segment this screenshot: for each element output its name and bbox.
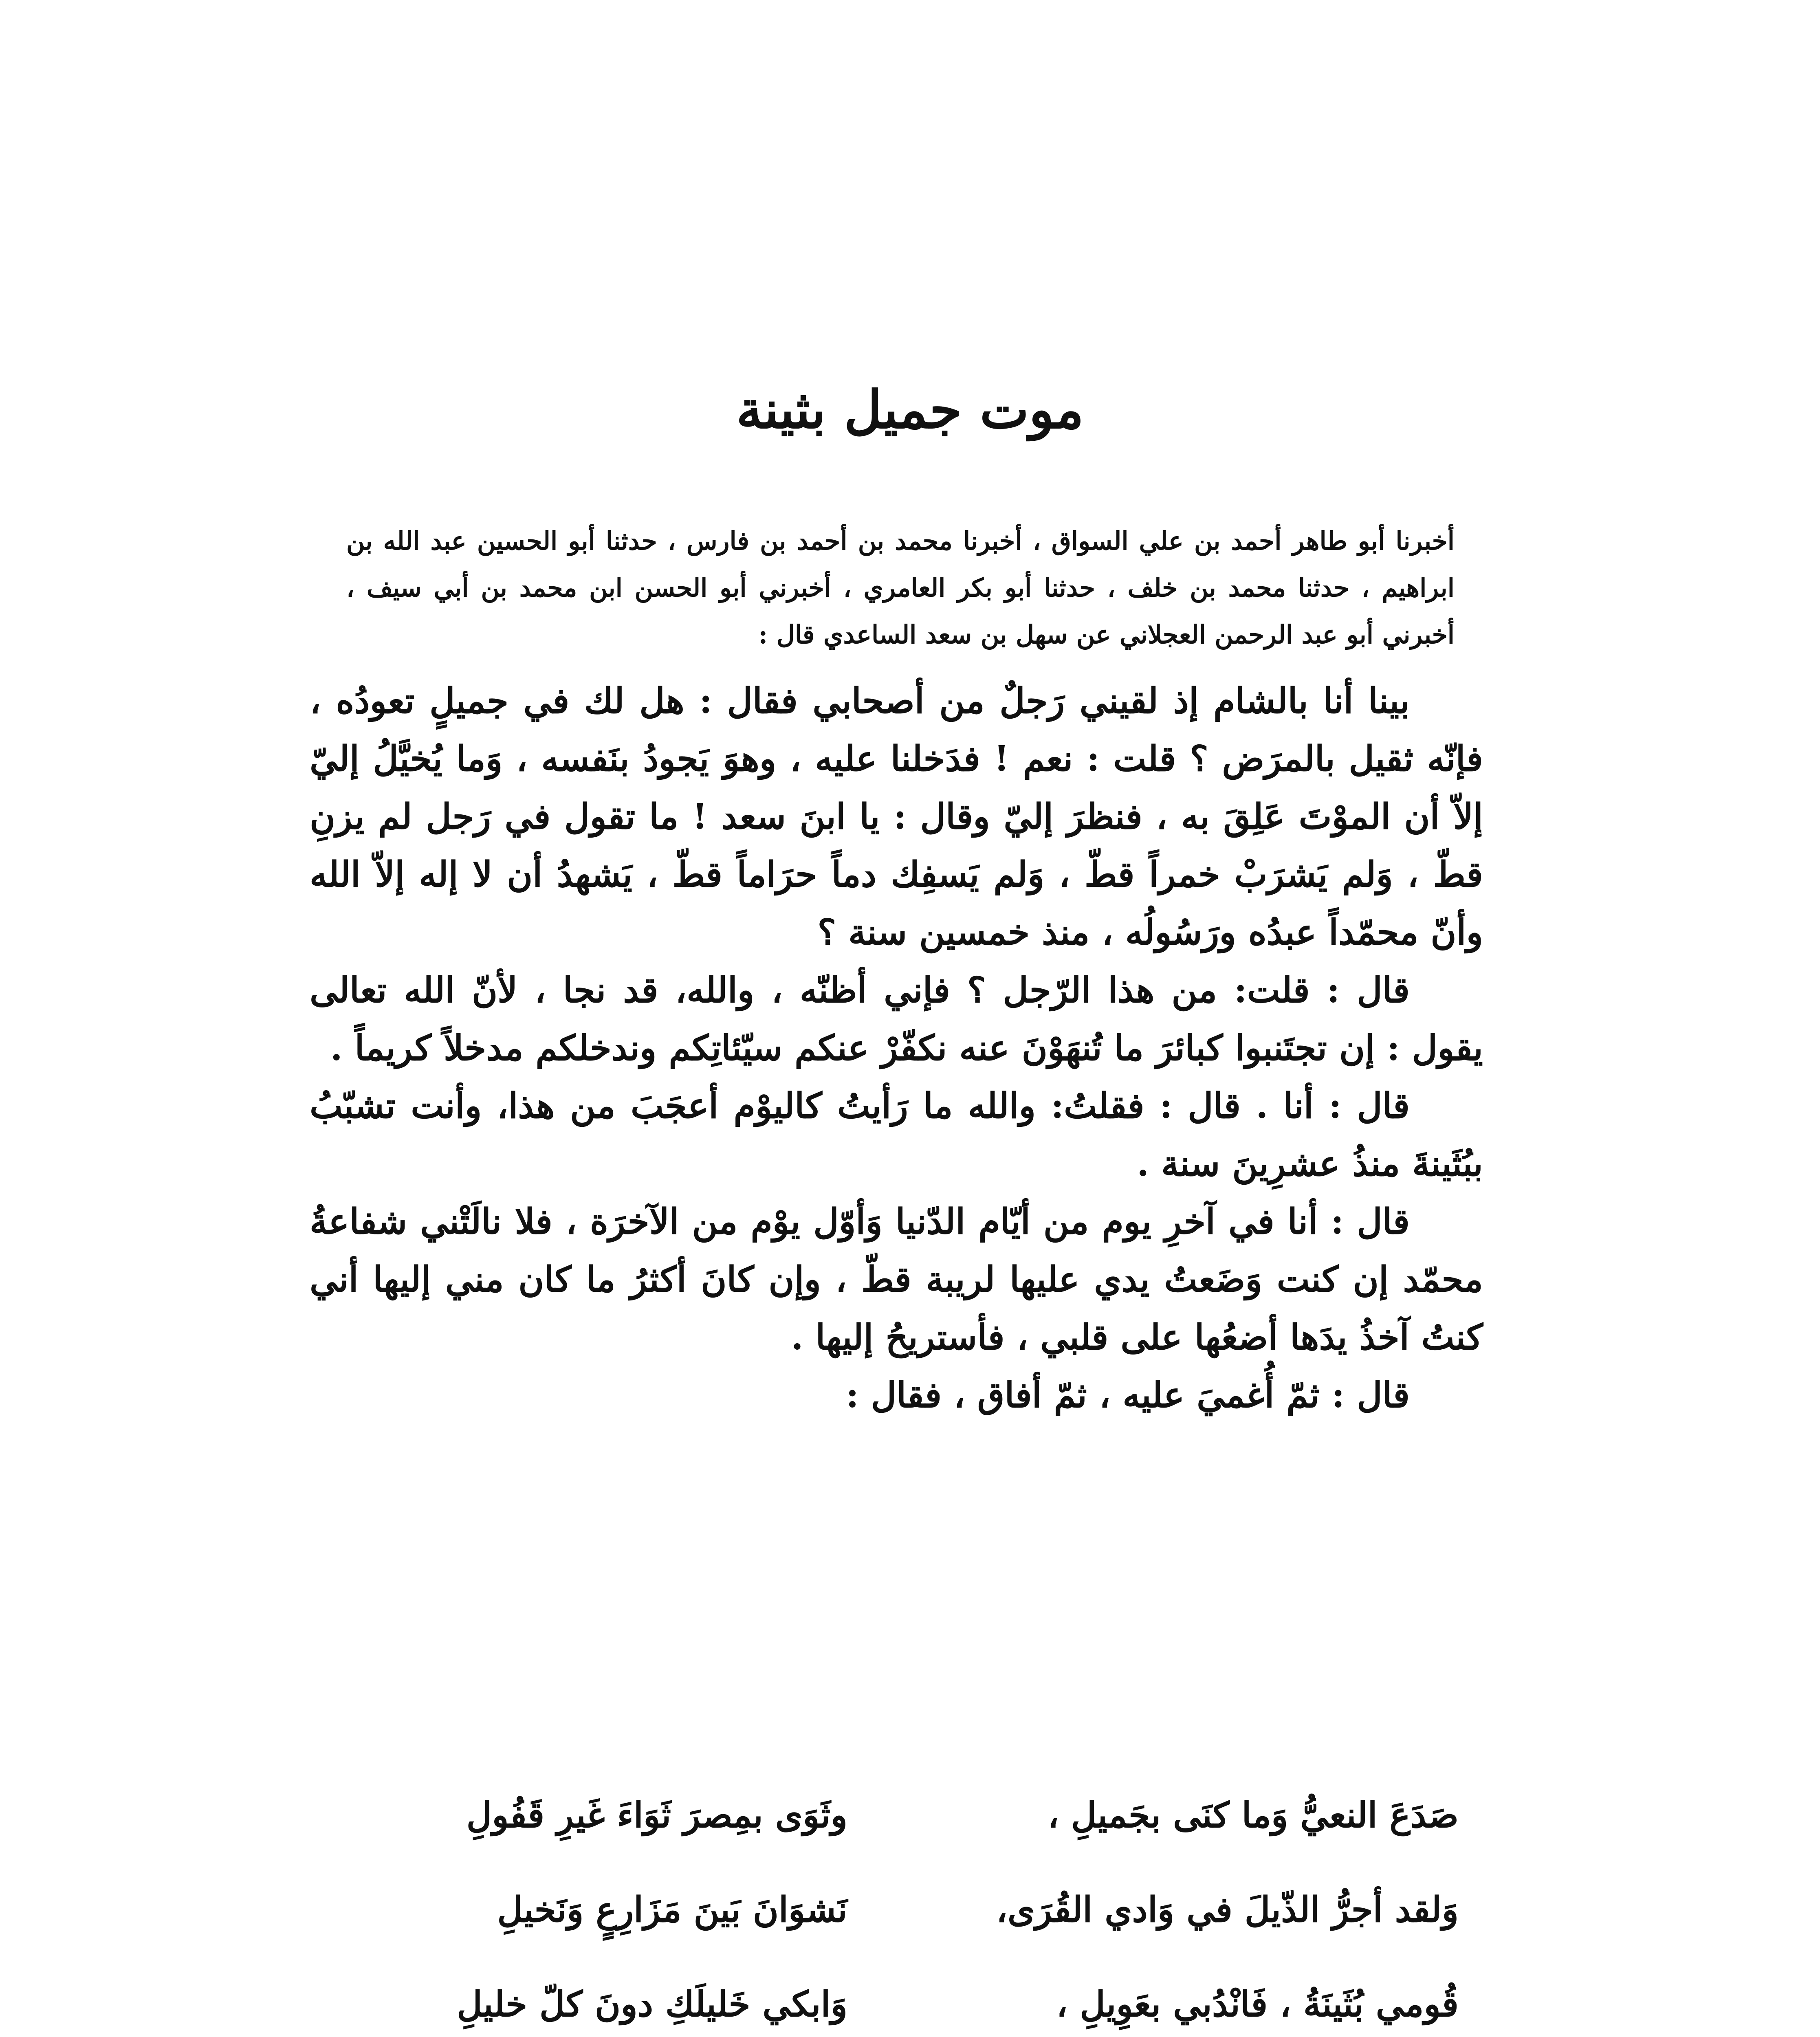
poem — [310, 1768, 1459, 2037]
verse-second-hemistich: وثَوَى بمِصرَ ثَوَاءَ غَيرِ قَفُولِ — [466, 1795, 847, 1836]
paragraph: قال : ثمّ أُغميَ عليه ، ثمّ أفاق ، فقال : — [846, 1375, 1410, 1416]
verse-first-hemistich: صَدَعَ النعيُّ وَما كنَى بجَميلِ ، — [1048, 1795, 1459, 1836]
paragraph: قال : أنا . قال : فقلتُ: والله ما رَأيتُ كاليوْم أعجَبَ من هذا، وأنت تشبّبُ ببُثَينةَ منذُ عشرِينَ سنة . — [310, 1085, 1483, 1184]
verse-first-hemistich: وَلقد أجرُّ الذّيلَ في وَادي القُرَى، — [996, 1889, 1459, 1930]
chapter-title: موت جميل بثينة — [736, 379, 1084, 440]
poem-verse — [310, 1957, 1459, 2037]
poem-verse — [310, 1863, 1459, 1957]
verse-second-hemistich: نَشوَانَ بَينَ مَزَارِعٍ وَنَخيلِ — [497, 1889, 847, 1930]
paragraph: قال : أنا في آخرِ يوم من أيّام الدّنيا وَأوّل يوْم من الآخرَة ، فلا نالَتْني شفاعةُ محمّد إن كنت وَضَعتُ يدي عليها لريبة قطّ ، وإن كانَ أكثرُ ما كان مني إليها أني كنتُ آخذُ يدَها أضعُها على قلبي ، فأستريحُ إليها . — [310, 1201, 1483, 1358]
paragraph: بينا أنا بالشام إذ لقيني رَجلٌ من أصحابي فقال : هل لك في جميلٍ تعودُه ، فإنّه ثقيل بالمرَض ؟ قلت : نعم ! فدَخلنا عليه ، وهوَ يَجودُ بنَفسه ، وَما يُخيَّلُ إليّ إلاّ أن الموْتَ عَلِقَ به ، فنظرَ إليّ وقال : يا ابنَ سعد ! ما تقول في رَجل لم يزنِ قطّ ، وَلم يَشرَبْ خمراً قطّ ، وَلم يَسفِك دماً حرَاماً قطّ ، يَشهدُ أن لا إله إلاّ الله وأنّ محمّداً عبدُه ورَسُولُه ، منذ خمسين سنة ؟ — [310, 680, 1483, 953]
verse-second-hemistich: وَابكي خَليلَكِ دونَ كلّ خليلِ — [457, 1984, 847, 2025]
poem-verse — [310, 1768, 1459, 1863]
isnad-chain: أخبرنا أبو طاهر أحمد بن علي السواق ، أخبرنا محمد بن أحمد بن فارس ، حدثنا أبو الحسين عبد الله بن ابراهيم ، حدثنا محمد بن خلف ، حدثنا أبو بكر العامري ، أخبرني أبو الحسن ابن محمد بن أبي سيف ، أخبرني أبو عبد الرحمن العجلاني عن سهل بن سعد الساعدي قال : — [346, 526, 1455, 649]
paragraph: قال : قلت: من هذا الرّجل ؟ فإني أظنّه ، والله، قد نجا ، لأنّ الله تعالى يقول : إن تجتَنبوا كبائرَ ما تُنهَوْنَ عنه نكفّرْ عنكم سيّئاتِكم وندخلكم مدخلاً كريماً . — [310, 970, 1483, 1069]
verse-first-hemistich: قُومي بُثَينَةُ ، فَانْدُبي بعَوِيلِ ، — [1056, 1984, 1459, 2025]
main-text — [310, 672, 1483, 1424]
